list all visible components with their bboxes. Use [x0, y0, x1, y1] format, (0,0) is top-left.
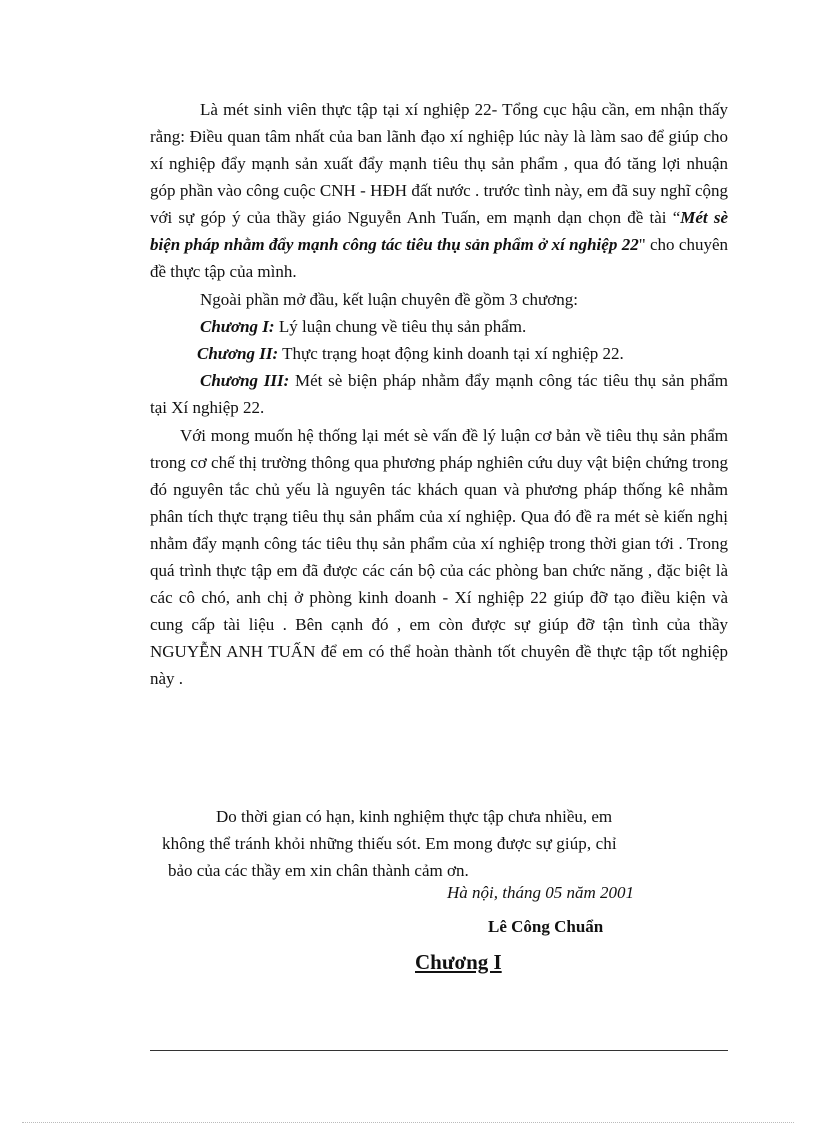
chapter-3-line — [150, 367, 728, 421]
chapter-1-text: Lý luận chung về tiêu thụ sản phẩm. — [274, 317, 527, 336]
method-paragraph: Với mong muốn hệ thống lại mét sè vấn đề lý luận cơ bản về tiêu thụ sản phẩm trong cơ chế thị trường thông qua phương pháp nghiên cứu duy vật biện chứng trong đó nguyên tắc chủ yếu là nguyên tác khách quan và phương pháp thống kê nhằm phân tích thực trạng tiêu thụ sản phẩm của xí nghiệp. Qua đó đề ra mét sè kiến nghị nhằm đẩy mạnh công tác tiêu thụ sản phẩm của xí nghiệp trong thời gian tới . Trong quá trình thực tập em đã được các cán bộ của các phòng ban chức năng , đặc biệt là các cô chó, anh chị ở phòng kinh doanh - Xí nghiệp 22 giúp đỡ tạo điều kiện và cung cấp tài liệu . Bên cạnh đó , em còn được sự giúp đỡ tận tình của thầy NGUYỄN ANH TUẤN để em có thể hoàn thành tốt chuyên đề thực tập tốt nghiệp này . — [150, 426, 728, 688]
document-body — [150, 96, 728, 692]
author-name: Lê Công Chuẩn — [488, 917, 604, 936]
chapter-2-text: Thực trạng hoạt động kinh doanh tại xí nghiệp 22. — [278, 344, 624, 363]
outline-intro: Ngoài phần mở đầu, kết luận chuyên đề gồm 3 chương: — [200, 290, 578, 309]
closing-line-3: bảo của các thầy em xin chân thành cảm ơn. — [168, 861, 469, 880]
chapter-heading: Chương I — [415, 950, 502, 974]
chapter-3-text: Mét sè biện pháp nhằm đẩy mạnh công tác tiêu thụ sản phẩm tại Xí nghiệp 22. — [150, 371, 728, 417]
signature-date: Hà nội, tháng 05 năm 2001 — [447, 883, 634, 902]
chapter-2-line — [197, 340, 728, 367]
closing-line-1: Do thời gian có hạn, kinh nghiệm thực tập chưa nhiều, em — [216, 807, 613, 826]
closing-paragraph — [162, 803, 722, 884]
footer-rule — [150, 1050, 728, 1051]
intro-paragraph — [150, 96, 728, 285]
intro-lead: Là mét sinh viên thực tập tại xí nghiệp 22- Tổng cục hậu cần, em nhận thấy rằng: Điều quan tâm nhất của ban lãnh đạo xí nghiệp lúc này là làm sao để giúp cho xí nghiệp đẩy mạnh sản xuất đẩy mạnh tiêu thụ sản phẩm , qua đó tăng lợi nhuận góp phần vào công cuộc CNH - HĐH đất nước . trước tình này, em đã suy nghĩ cộng với sự góp ý của thầy giáo Nguyễn Anh Tuấn, em mạnh dạn chọn đề tài “ — [150, 100, 728, 227]
thesis-topic: Mét sè biện pháp nhằm đẩy mạnh công tác tiêu thụ sản phẩm ở xí nghiệp 22 — [150, 208, 728, 254]
chapter-1-label: Chương I: — [200, 317, 275, 336]
chapter-2-label: Chương II: — [197, 344, 279, 363]
chapter-3-label: Chương III: — [200, 371, 290, 390]
closing-line-2: không thể tránh khỏi những thiếu sót. Em mong được sự giúp, chỉ — [162, 834, 617, 853]
intro-tail: " cho chuyên đề thực tập của mình. — [150, 235, 729, 281]
chapter-1-line — [200, 313, 728, 340]
